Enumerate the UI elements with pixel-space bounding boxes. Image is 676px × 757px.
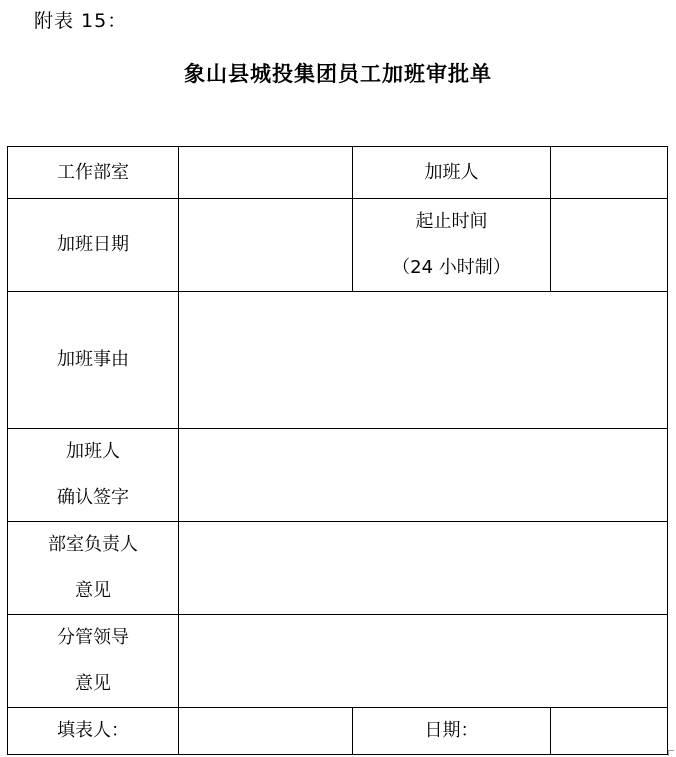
- filler-value-cell[interactable]: [179, 708, 353, 755]
- confirm-label-line1: 加班人: [66, 441, 120, 462]
- time-range-label: [353, 199, 551, 292]
- leader-label-line2: 意见: [75, 673, 111, 694]
- confirm-label-line2: 确认签字: [57, 487, 129, 508]
- dept-value-cell[interactable]: [179, 147, 353, 199]
- confirm-signature-label: [8, 429, 179, 522]
- fill-date-label: 日期：: [353, 708, 551, 755]
- time-range-label-line2: （24 小时制）: [392, 257, 511, 278]
- overtime-person-value-cell[interactable]: [551, 147, 668, 199]
- reason-value-cell[interactable]: [179, 292, 668, 429]
- leader-label-line1: 分管领导: [57, 627, 129, 648]
- date-label: 加班日期: [8, 199, 179, 292]
- dept-head-label-line1: 部室负责人: [48, 534, 138, 555]
- dept-label: 工作部室: [8, 147, 179, 199]
- leader-opinion-cell[interactable]: [179, 615, 668, 708]
- leader-opinion-label: [8, 615, 179, 708]
- page-corner-mark: [668, 750, 674, 756]
- dept-head-label-line2: 意见: [75, 580, 111, 601]
- appendix-label: 附表 15：: [34, 10, 128, 32]
- fill-date-value-cell[interactable]: [551, 708, 668, 755]
- confirm-signature-cell[interactable]: [179, 429, 668, 522]
- date-value-cell[interactable]: [179, 199, 353, 292]
- dept-head-opinion-label: [8, 522, 179, 615]
- form-title: 象山县城投集团员工加班审批单: [184, 61, 492, 86]
- time-range-label-line1: 起止时间: [415, 211, 488, 232]
- overtime-person-label: 加班人: [353, 147, 551, 199]
- time-range-value-cell[interactable]: [551, 199, 668, 292]
- filler-label: 填表人：: [8, 708, 179, 755]
- reason-label: 加班事由: [8, 292, 179, 429]
- overtime-approval-table: [7, 146, 668, 755]
- dept-head-opinion-cell[interactable]: [179, 522, 668, 615]
